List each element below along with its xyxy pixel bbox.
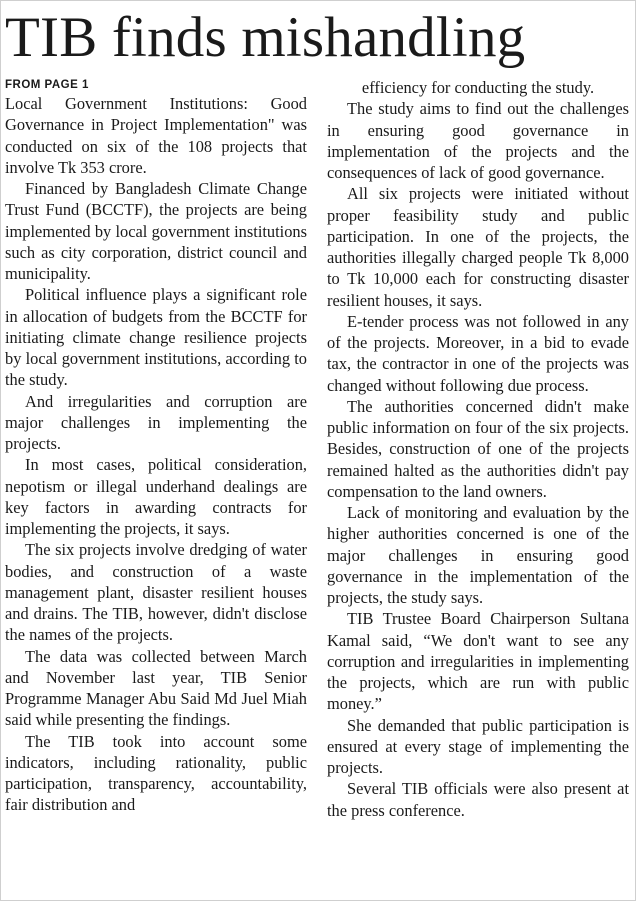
paragraph: The data was collected between March and November last year, TIB Senior Programme Manager Abu Said Md Juel Miah said while presenting the findings. [5,646,307,730]
paragraph: In most cases, political consideration, nepotism or illegal underhand dealings are key factors in awarding contracts for implementing the projects, it says. [5,455,307,538]
paragraph: The authorities concerned didn't make public information on four of the six projects. Besides, construction of one of the projects remained halted as the authorities didn't pay compensation to the land owners. [327,396,629,501]
paragraph: Financed by Bangladesh Climate Change Trust Fund (BCCTF), the projects are being implemented by local government institutions such as city corporation, district council and municipality. [5,179,307,283]
paragraph: E-tender process was not followed in any of the projects. Moreover, in a bid to evade tax, the contractor in one of the projects was changed without following due process. [327,311,629,395]
left-column [5,77,307,895]
paragraph: And irregularities and corruption are major challenges in implementing the projects. [5,391,307,453]
paragraph: The study aims to find out the challenges in ensuring good governance in implementation of the projects and the consequences of lack of good governance. [327,99,629,182]
paragraph: The TIB took into account some indicators, including rationality, public participation, transparency, accountability, fair distribution and [5,731,307,815]
right-column [327,77,629,895]
article-columns [5,77,629,895]
dateline: FROM PAGE 1 [5,79,89,91]
paragraph: Lack of monitoring and evaluation by the higher authorities concerned is one of the major challenges in ensuring good governance in the implementation of the projects, the study says. [327,503,629,607]
paragraph: Political influence plays a significant role in allocation of budgets from the BCCTF for initiating climate change resilience projects by local government institutions, according to the study. [5,285,307,390]
paragraph: Local Government Institutions: Good Governance in Project Implementation" was conducted on six of the 108 projects that involve Tk 353 crore. [5,94,307,177]
paragraph: She demanded that public participation is ensured at every stage of implementing the projects. [327,715,629,777]
paragraph: All six projects were initiated without proper feasibility study and public participation. In one of the projects, the authorities illegally charged people Tk 8,000 to Tk 10,000 each for constructing disaster resilient houses, it says. [327,184,629,310]
paragraph: TIB Trustee Board Chairperson Sultana Kamal said, “We don't want to see any corruption and irregularities in implementing the projects, which are run with public money.” [327,609,629,714]
paragraph: The six projects involve dredging of water bodies, and construction of a waste management plant, disaster resilient houses and drains. The TIB, however, didn't disclose the names of the projects. [5,540,307,645]
paragraph: efficiency for conducting the study. [361,78,595,97]
paragraph: Several TIB officials were also present at the press conference. [327,779,629,820]
headline: TIB finds mishandling [5,6,526,69]
